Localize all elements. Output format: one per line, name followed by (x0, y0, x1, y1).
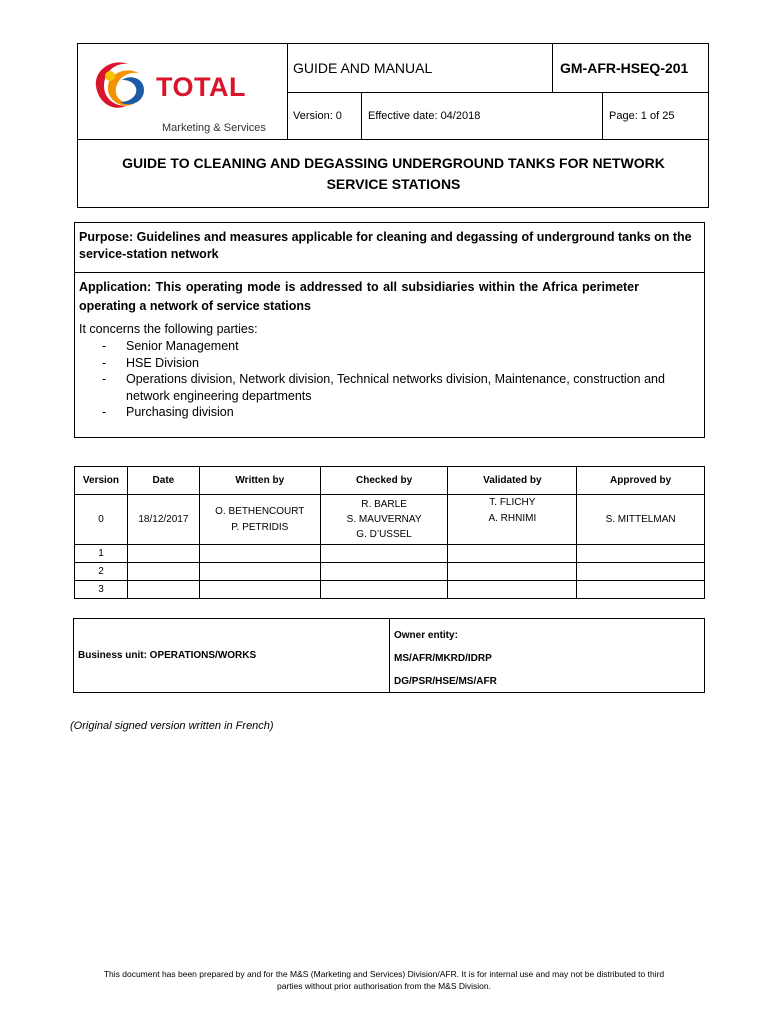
table-cell (199, 563, 320, 581)
footer-disclaimer (40, 968, 728, 992)
effective-date: Effective date: 04/2018 (368, 110, 481, 122)
table-cell (127, 545, 199, 563)
writer-name: P. PETRIDIS (231, 521, 289, 533)
column-header: Checked by (320, 467, 448, 495)
table-cell (577, 545, 705, 563)
validator-name: A. RHNIMI (488, 513, 537, 524)
concerns-label: It concerns the following parties: (79, 322, 258, 336)
table-cell (199, 545, 320, 563)
document-title (78, 140, 709, 208)
table-cell (320, 581, 448, 599)
purpose-text: Purpose: Guidelines and measures applicable for cleaning and degassing of underground tanks on the service-station network (79, 230, 692, 261)
doc-code: GM-AFR-HSEQ-201 (560, 60, 689, 76)
table-cell: 1 (75, 545, 128, 563)
list-item: - HSE Division (75, 355, 699, 372)
version-table (74, 466, 705, 599)
title-line: GUIDE TO CLEANING AND DEGASSING UNDERGROUND TANKS FOR NETWORK (122, 155, 665, 171)
column-header: Date (127, 467, 199, 495)
list-item: - Senior Management (75, 338, 699, 355)
business-unit: Business unit: OPERATIONS/WORKS (78, 650, 257, 661)
table-row (75, 495, 705, 545)
business-unit-box (73, 618, 705, 693)
table-cell (448, 545, 577, 563)
logo-wordmark: TOTAL (156, 72, 246, 102)
divider (602, 92, 603, 139)
checker-name: G. D’USSEL (356, 529, 412, 540)
table-cell (199, 495, 320, 545)
divider (75, 272, 704, 273)
list-item: - Operations division, Network division, Technical networks division, Maintenance, construction and network engineering departments (75, 371, 699, 404)
checker-name: R. BARLE (361, 499, 407, 510)
table-cell: 3 (75, 581, 128, 599)
table-cell (577, 563, 705, 581)
list-item: - Purchasing division (75, 404, 699, 421)
column-header: Approved by (577, 467, 705, 495)
column-header: Validated by (448, 467, 577, 495)
table-cell (448, 581, 577, 599)
table-cell: 2 (75, 563, 128, 581)
title-line: SERVICE STATIONS (326, 176, 461, 192)
owner-value: MS/AFR/MKRD/IDRP (394, 653, 492, 664)
document-header (77, 43, 709, 208)
company-logo (88, 56, 283, 136)
total-logo-icon (88, 56, 150, 114)
purpose-application-box (74, 222, 705, 438)
validator-name: T. FLICHY (489, 497, 536, 508)
footer-line: This document has been prepared by and for the M&S (Marketing and Services) Division/AFR. It is for internal use and may not be distributed to third (103, 969, 665, 979)
column-header: Version (75, 467, 128, 495)
owner-entity (394, 624, 699, 693)
divider (361, 92, 362, 139)
divider (389, 619, 390, 692)
table-row (75, 545, 705, 563)
application-text: Application: This operating mode is addressed to all subsidiaries within the Africa perimeter operating a network of service stations (79, 280, 639, 313)
table-cell (448, 495, 577, 545)
original-version-note: (Original signed version written in French) (70, 720, 274, 732)
table-cell (448, 563, 577, 581)
table-cell (320, 545, 448, 563)
table-cell: 18/12/2017 (127, 495, 199, 545)
footer-line: parties without prior authorisation from the M&S Division. (276, 981, 491, 991)
table-cell (127, 563, 199, 581)
writer-name: O. BETHENCOURT (215, 505, 305, 517)
version-label: Version: 0 (293, 110, 342, 122)
table-cell (127, 581, 199, 599)
page-number: Page: 1 of 25 (609, 110, 675, 122)
table-cell: 0 (75, 495, 128, 545)
checker-name: S. MAUVERNAY (346, 514, 422, 525)
parties-list (75, 338, 699, 421)
table-cell (577, 581, 705, 599)
table-row (75, 581, 705, 599)
logo-subtitle: Marketing & Services (162, 122, 266, 134)
divider (552, 44, 553, 92)
table-cell (320, 563, 448, 581)
table-cell (320, 495, 448, 545)
table-cell (199, 581, 320, 599)
column-header: Written by (199, 467, 320, 495)
doc-type: GUIDE AND MANUAL (293, 60, 433, 76)
table-row (75, 563, 705, 581)
owner-value: DG/PSR/HSE/MS/AFR (394, 676, 497, 687)
owner-label: Owner entity: (394, 630, 458, 641)
table-cell: S. MITTELMAN (577, 495, 705, 545)
